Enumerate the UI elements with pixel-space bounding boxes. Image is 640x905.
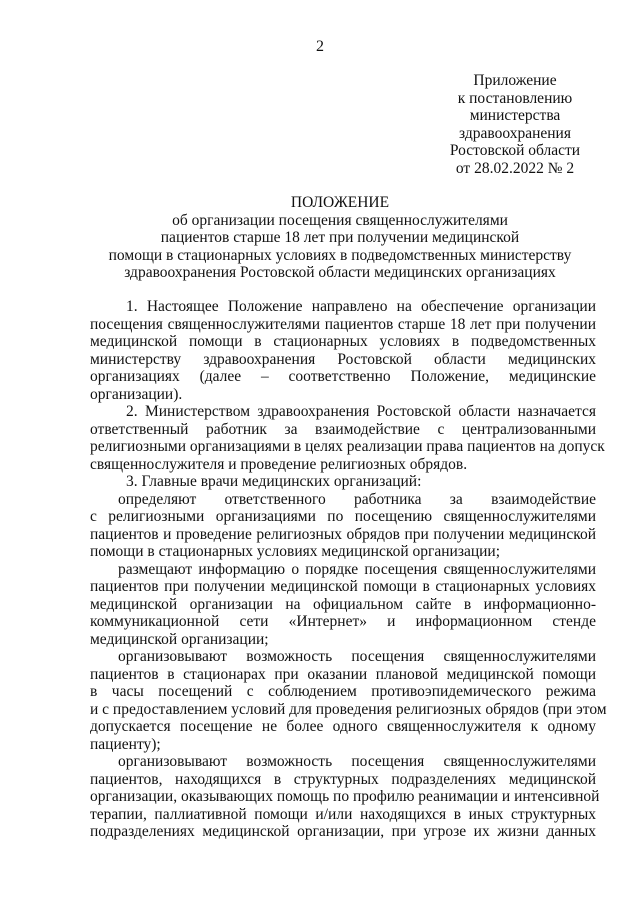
appendix-line: к постановлению bbox=[457, 89, 573, 107]
body-line: медицинской организации; bbox=[90, 630, 269, 648]
appendix-line: от 28.02.2022 № 2 bbox=[455, 159, 575, 177]
body-line: организовывают возможность посещения священнослужителями bbox=[118, 753, 596, 770]
body-line: и с предоставлением условий для проведения религиозных обрядов (при этом bbox=[90, 700, 607, 718]
body-line: организации, оказывающих помощь по профилю реанимации и интенсивной bbox=[90, 788, 600, 805]
body-line: посещения священнослужителями пациентов старше 18 лет при получении bbox=[90, 315, 596, 333]
title-line: помощи в стационарных условиях в подведомственных министерству bbox=[108, 246, 572, 264]
body-line: медицинской организации на официальном сайте в информационно- bbox=[90, 595, 596, 613]
appendix-line: Приложение bbox=[473, 72, 557, 89]
page-number: 2 bbox=[316, 38, 324, 55]
body-line: пациентов в стационарах при оказании плановой медицинской помощи bbox=[90, 665, 596, 683]
body-line: терапии, паллиативной помощи и/или находящихся в иных структурных bbox=[90, 805, 596, 823]
body-line: организовывают возможность посещения священнослужителями bbox=[118, 648, 596, 665]
body-line: 3. Главные врачи медицинских организаций: bbox=[126, 473, 422, 490]
appendix-block bbox=[440, 72, 590, 177]
body-line: пациентов и проведение религиозных обрядов при получении медицинской bbox=[90, 525, 596, 543]
appendix-line: здравоохранения bbox=[459, 124, 571, 142]
body-line: 2. Министерством здравоохранения Ростовской области назначается bbox=[126, 403, 596, 420]
body-line: 1. Настоящее Положение направлено на обеспечение организации bbox=[126, 298, 596, 315]
body-line: определяют ответственного работника за взаимодействие bbox=[118, 490, 596, 508]
appendix-line: министерства bbox=[469, 107, 561, 124]
body-line: в часы посещений с соблюдением противоэпидемического режима bbox=[90, 683, 596, 700]
title-line: об организации посещения священнослужителями bbox=[172, 211, 508, 229]
body-line: ответственный работник за взаимодействие с централизованными bbox=[90, 420, 596, 438]
title-heading: ПОЛОЖЕНИЕ bbox=[290, 194, 390, 211]
body-line: допускается посещение не более одного священнослужителя к одному bbox=[90, 718, 596, 735]
body-line: пациентов при получении медицинской помощи в стационарных условиях bbox=[90, 578, 596, 595]
document-title bbox=[88, 194, 592, 282]
body-line: министерству здравоохранения Ростовской области медицинских bbox=[90, 350, 596, 368]
body-line: с религиозными организациями по посещению священнослужителями bbox=[90, 508, 596, 525]
body-line: священнослужителя и проведение религиозных обрядов. bbox=[90, 455, 468, 473]
appendix-line: Ростовской области bbox=[449, 142, 581, 159]
body-line: религиозными организациями в целях реализации права пациентов на допуск bbox=[90, 438, 605, 455]
body-line: пациентов, находящихся в структурных подразделениях медицинской bbox=[90, 770, 596, 788]
body-line: медицинской помощи в стационарных условиях в подведомственных bbox=[90, 333, 596, 350]
body-line: размещают информацию о порядке посещения священнослужителями bbox=[118, 560, 596, 578]
body-line: подразделениях медицинской организации, при угрозе их жизни данных bbox=[90, 823, 596, 840]
body-line: организациях (далее – соответственно Положение, медицинские bbox=[90, 368, 596, 385]
body-line: организации). bbox=[90, 385, 183, 403]
title-line: здравоохранения Ростовской области медицинских организациях bbox=[124, 264, 556, 281]
body-line: пациенту); bbox=[90, 735, 161, 753]
body-line: помощи в стационарных условиях медицинской организации; bbox=[90, 543, 501, 560]
title-line: пациентов старше 18 лет при получении медицинской bbox=[160, 229, 520, 246]
body-line: коммуникационной сети «Интернет» и информационном стенде bbox=[90, 613, 596, 630]
document-body bbox=[90, 298, 607, 841]
